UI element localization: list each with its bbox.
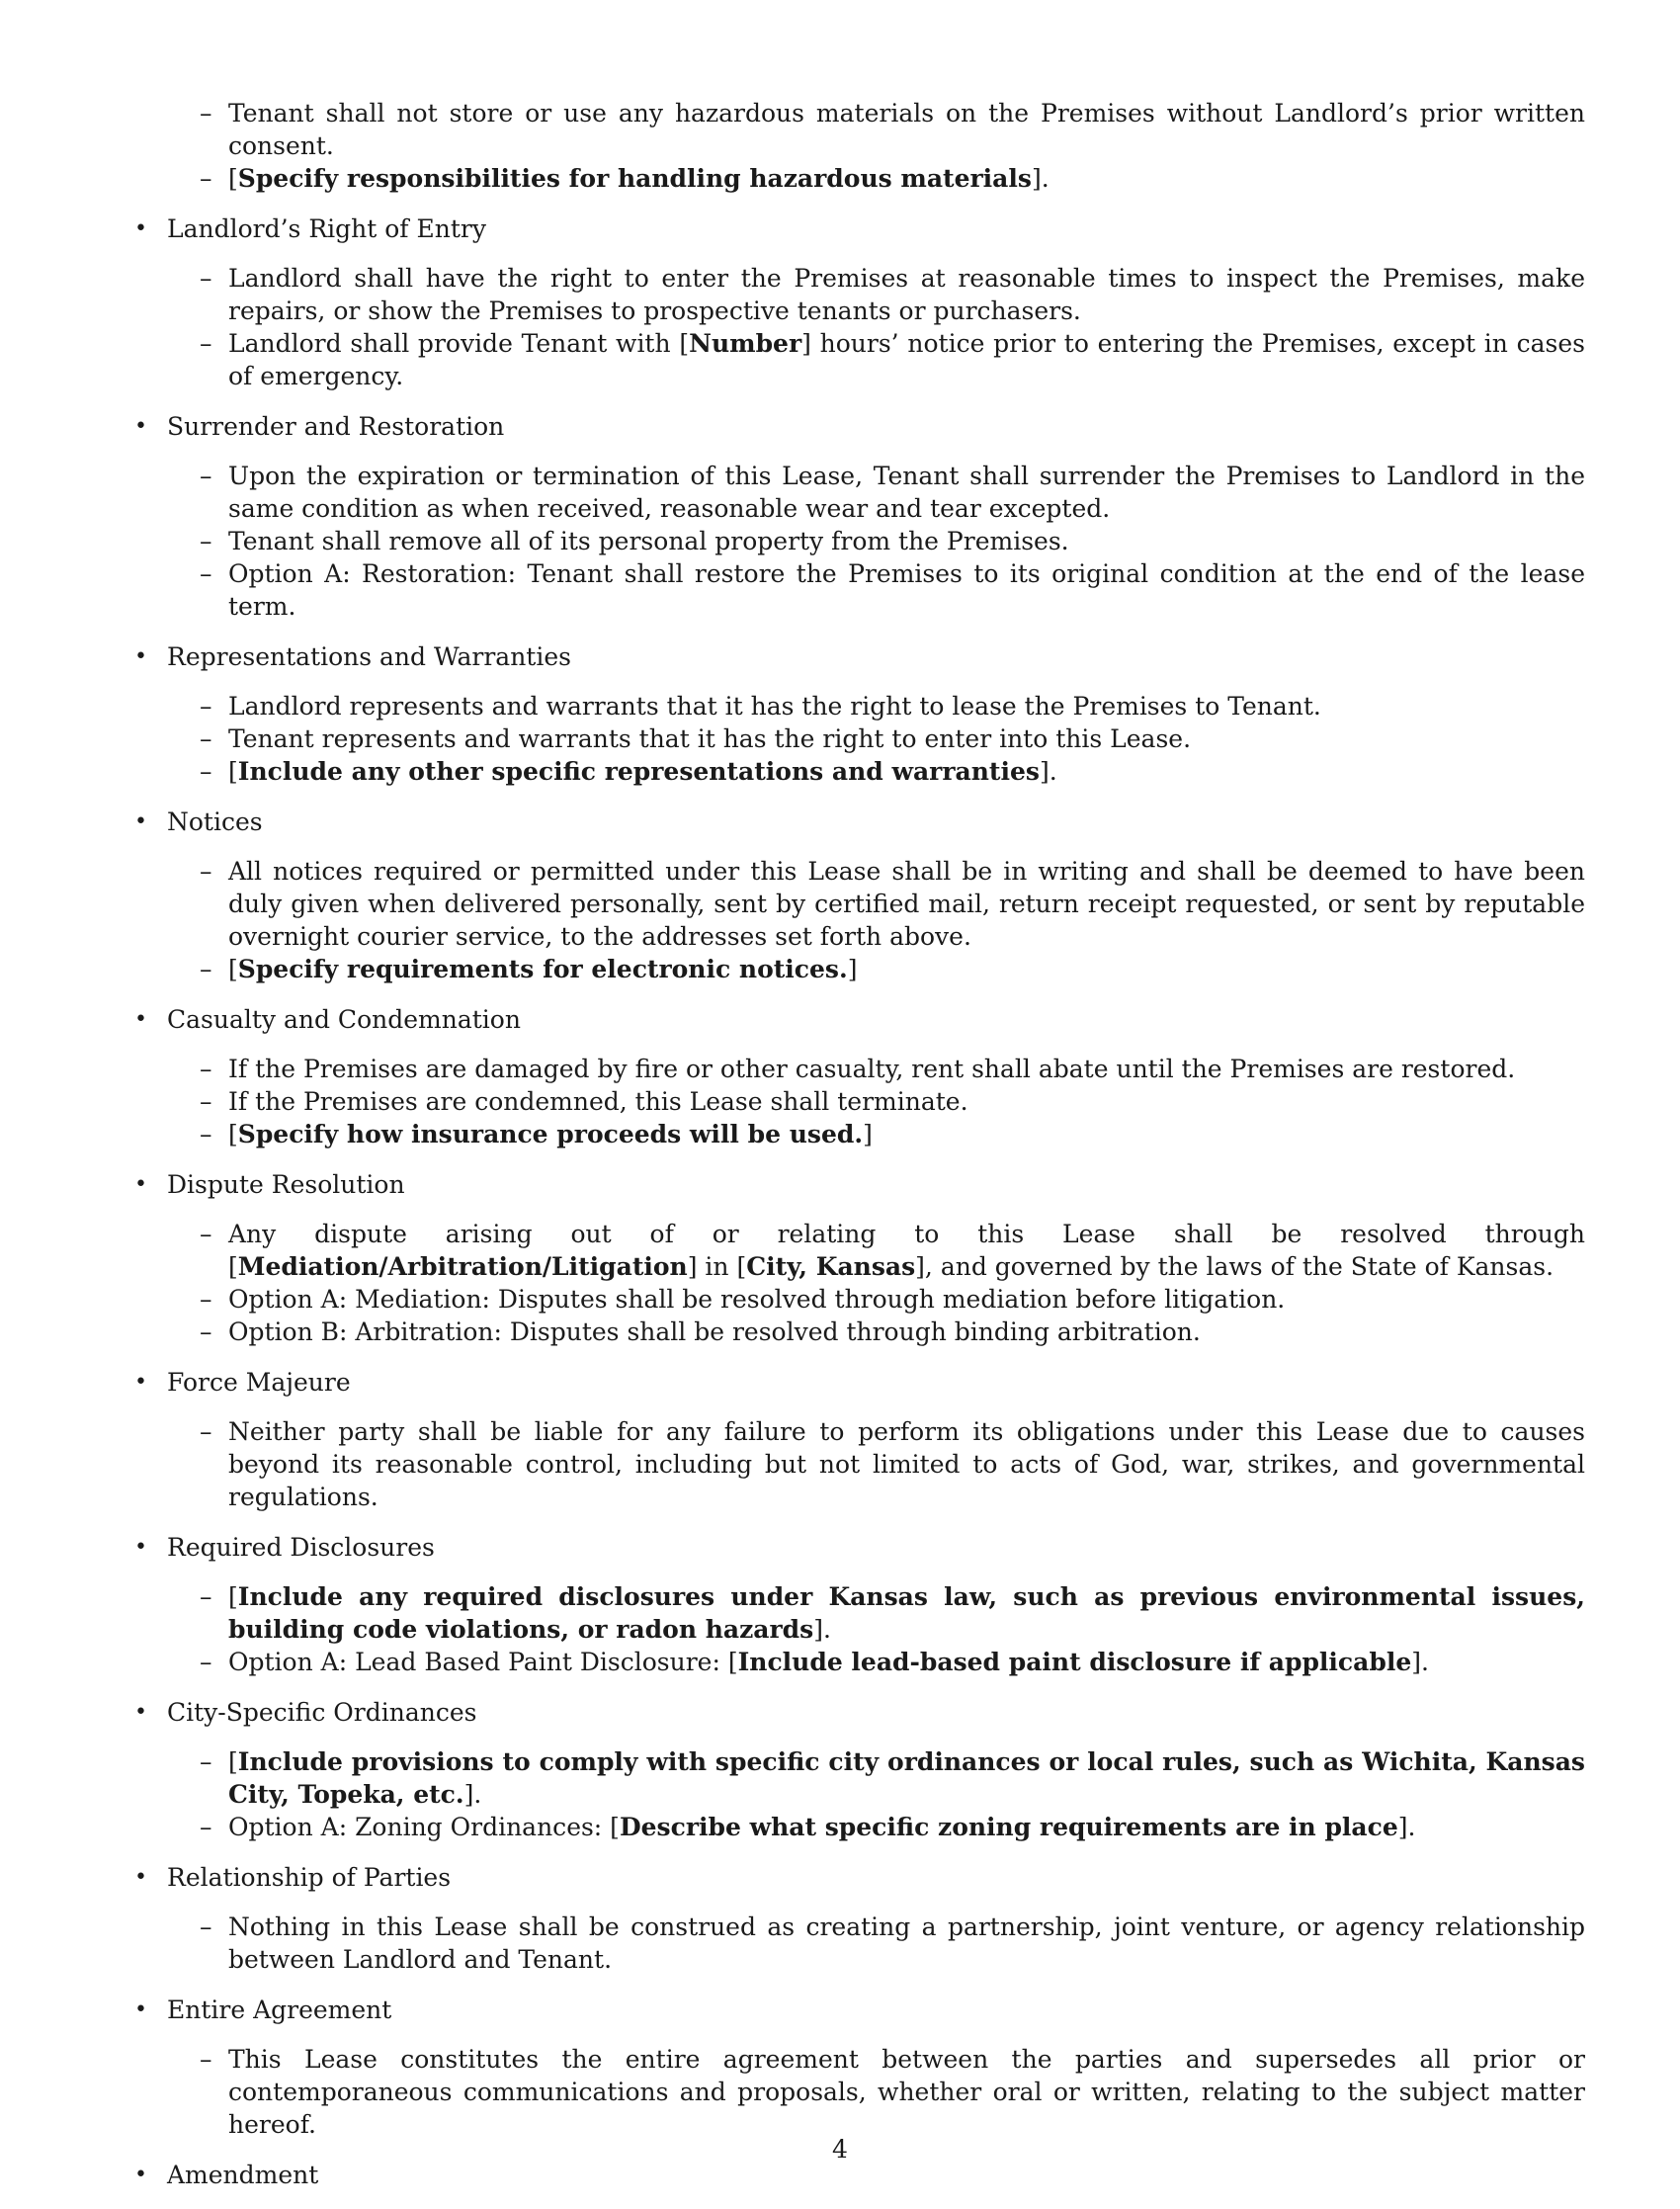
lease-section	[134, 1994, 1585, 2141]
placeholder-text: Specify how insurance proceeds will be used.	[237, 1120, 864, 1148]
dash-marker: –	[200, 724, 212, 753]
placeholder-text: Include any other specific representations and warranties	[237, 757, 1040, 786]
clause-item	[167, 1911, 1585, 1976]
placeholder-text: Include provisions to comply with specific city ordinances or local rules, such as Wichita, Kansas City, Topeka, etc.	[228, 1747, 1585, 1809]
clause-text: ]	[863, 1120, 873, 1148]
lease-section	[134, 410, 1585, 623]
lease-section	[134, 1861, 1585, 1976]
clause-text: ].	[1031, 164, 1050, 193]
clause-list	[167, 1911, 1585, 1976]
dash-marker: –	[200, 1220, 212, 1248]
placeholder-text: Number	[689, 329, 802, 358]
clause-list	[167, 460, 1585, 623]
clause-text: ] in [	[687, 1252, 747, 1281]
clause-text: [	[228, 1120, 238, 1148]
clause-text: ]	[847, 955, 858, 983]
clause-list	[167, 1745, 1585, 1843]
clause-text: ].	[813, 1615, 831, 1644]
clause-text: Upon the expiration or termination of this Lease, Tenant shall surrender the Premises to Landlord in the same condition as when received, reasonable wear and tear excepted.	[228, 462, 1585, 523]
bullet-marker: •	[134, 1865, 147, 1890]
clause-item	[167, 1118, 1585, 1150]
placeholder-text: Include any required disclosures under Kansas law, such as previous environmental issues, building code violations, or radon hazards	[228, 1582, 1585, 1644]
clause-item	[167, 2043, 1585, 2141]
lease-section	[134, 1531, 1585, 1678]
clause-text: Option A: Zoning Ordinances: [	[228, 1813, 620, 1841]
clause-text: If the Premises are condemned, this Lease shall terminate.	[228, 1087, 968, 1116]
clause-item	[167, 1580, 1585, 1646]
clause-text: ].	[1039, 757, 1057, 786]
clause-text: Tenant represents and warrants that it has the right to enter into this Lease.	[228, 724, 1192, 753]
clause-list	[167, 2043, 1585, 2141]
bullet-marker: •	[134, 216, 147, 241]
clause-text: [	[228, 955, 238, 983]
clause-list	[167, 1415, 1585, 1513]
clause-text: ], and governed by the laws of the State of Kansas.	[915, 1252, 1554, 1281]
bullet-marker: •	[134, 644, 147, 669]
clause-item	[167, 1283, 1585, 1316]
lease-section	[134, 1366, 1585, 1513]
clause-text: Nothing in this Lease shall be construed as creating a partnership, joint venture, or agency relationship between Landlord and Tenant.	[228, 1912, 1585, 1974]
continued-hazardous-materials-items	[134, 97, 1585, 195]
bullet-marker: •	[134, 1997, 147, 2022]
dash-marker: –	[200, 1912, 212, 1941]
dash-marker: –	[200, 1582, 212, 1611]
clause-item	[167, 460, 1585, 525]
clause-list	[167, 262, 1585, 392]
clause-item	[167, 1316, 1585, 1348]
section-heading: Dispute Resolution	[167, 1170, 405, 1199]
clause-text: [	[228, 164, 238, 193]
dash-marker: –	[200, 955, 212, 983]
lease-section	[134, 1168, 1585, 1348]
lease-section	[134, 640, 1585, 788]
dash-marker: –	[200, 857, 212, 886]
clause-item	[167, 755, 1585, 788]
placeholder-text: Include lead-based paint disclosure if applicable	[737, 1648, 1412, 1676]
clause-item	[134, 97, 1585, 162]
clause-item	[167, 855, 1585, 953]
clause-text: [	[228, 757, 238, 786]
bullet-marker: •	[134, 1172, 147, 1197]
clause-text: Any dispute arising out of or relating to this Lease shall be resolved through [	[228, 1220, 1585, 1281]
clause-list	[167, 855, 1585, 985]
section-heading: Required Disclosures	[167, 1533, 435, 1562]
dash-marker: –	[200, 1285, 212, 1314]
clause-item	[134, 162, 1585, 195]
placeholder-text: City, Kansas	[746, 1252, 916, 1281]
dash-marker: –	[200, 329, 212, 358]
section-heading: Notices	[167, 807, 263, 836]
clause-list	[167, 1053, 1585, 1150]
clause-text: Landlord shall have the right to enter the Premises at reasonable times to inspect the Premises, make repairs, or show the Premises to prospective tenants or purchasers.	[228, 264, 1585, 325]
clause-item	[167, 1085, 1585, 1118]
clause-text: If the Premises are damaged by fire or other casualty, rent shall abate until the Premises are restored.	[228, 1055, 1516, 1083]
clause-text: Option A: Mediation: Disputes shall be resolved through mediation before litigation.	[228, 1285, 1286, 1314]
clause-text: Landlord represents and warrants that it has the right to lease the Premises to Tenant.	[228, 692, 1321, 721]
bullet-marker: •	[134, 1535, 147, 1560]
placeholder-text: Mediation/Arbitration/Litigation	[237, 1252, 688, 1281]
section-heading: City-Specific Ordinances	[167, 1698, 477, 1727]
clause-text: Landlord shall provide Tenant with [	[228, 329, 690, 358]
dash-marker: –	[200, 1317, 212, 1346]
clause-item	[167, 722, 1585, 755]
dash-marker: –	[200, 1813, 212, 1841]
clause-text: Option A: Lead Based Paint Disclosure: [	[228, 1648, 738, 1676]
dash-marker: –	[200, 1055, 212, 1083]
lease-section	[134, 806, 1585, 985]
dash-marker: –	[200, 164, 212, 193]
clause-item	[167, 262, 1585, 327]
section-heading: Surrender and Restoration	[167, 412, 505, 441]
placeholder-text: Specify responsibilities for handling hazardous materials	[237, 164, 1032, 193]
clause-list	[167, 1580, 1585, 1678]
clause-text: ].	[463, 1780, 482, 1809]
clause-text: Option B: Arbitration: Disputes shall be resolved through binding arbitration.	[228, 1317, 1201, 1346]
dash-marker: –	[200, 1417, 212, 1446]
clause-text: Neither party shall be liable for any failure to perform its obligations under this Lease due to causes beyond its reasonable control, including but not limited to acts of God, war, strikes, and governmental regulations.	[228, 1417, 1585, 1511]
section-heading: Landlord’s Right of Entry	[167, 214, 486, 243]
clause-item	[167, 1415, 1585, 1513]
dash-marker: –	[200, 462, 212, 490]
dash-marker: –	[200, 1120, 212, 1148]
bullet-marker: •	[134, 1007, 147, 1032]
dash-marker: –	[200, 264, 212, 293]
clause-text: This Lease constitutes the entire agreement between the parties and supersedes all prior or contemporaneous communications and proposals, whether oral or written, relating to the subject matter hereof.	[228, 2045, 1585, 2139]
clause-item	[167, 1646, 1585, 1678]
page-number: 4	[832, 2135, 848, 2164]
section-heading: Representations and Warranties	[167, 642, 571, 671]
placeholder-text: Describe what specific zoning requirements are in place	[619, 1813, 1398, 1841]
section-heading: Entire Agreement	[167, 1996, 392, 2024]
section-heading: Casualty and Condemnation	[167, 1005, 521, 1034]
clause-text: [	[228, 1582, 238, 1611]
clause-list	[167, 690, 1585, 788]
section-heading: Force Majeure	[167, 1368, 351, 1397]
clause-text: Tenant shall not store or use any hazardous materials on the Premises without Landlord’s prior written consent.	[228, 99, 1585, 160]
clause-item	[167, 525, 1585, 557]
lease-section	[134, 212, 1585, 392]
clause-item	[167, 1218, 1585, 1283]
bullet-marker: •	[134, 2163, 147, 2187]
bullet-marker: •	[134, 414, 147, 439]
lease-section	[134, 1003, 1585, 1150]
clause-item	[167, 1745, 1585, 1811]
dash-marker: –	[200, 99, 212, 127]
clause-item	[167, 953, 1585, 985]
clause-text: All notices required or permitted under this Lease shall be in writing and shall be deemed to have been duly given when delivered personally, sent by certified mail, return receipt requested, or sent by reputable overnight courier service, to the addresses set forth above.	[228, 857, 1585, 951]
placeholder-text: Specify requirements for electronic notices.	[237, 955, 848, 983]
clause-text: ] hours’ notice prior to entering the Premises, except in cases of emergency.	[228, 329, 1586, 390]
bullet-marker: •	[134, 1370, 147, 1395]
clause-text: ].	[1411, 1648, 1429, 1676]
clause-item	[167, 327, 1585, 392]
lease-section	[134, 1696, 1585, 1843]
bullet-marker: •	[134, 809, 147, 834]
clause-text: Option A: Restoration: Tenant shall restore the Premises to its original condition at the end of the lease term.	[228, 559, 1585, 621]
bullet-marker: •	[134, 1700, 147, 1725]
section-heading: Amendment	[167, 2161, 319, 2189]
dash-marker: –	[200, 1648, 212, 1676]
dash-marker: –	[200, 757, 212, 786]
clause-list	[167, 1218, 1585, 1348]
dash-marker: –	[200, 1087, 212, 1116]
dash-marker: –	[200, 692, 212, 721]
clause-text: Tenant shall remove all of its personal property from the Premises.	[228, 527, 1069, 555]
clause-item	[167, 557, 1585, 623]
clause-text: ].	[1397, 1813, 1416, 1841]
clause-item	[167, 1053, 1585, 1085]
clause-item	[167, 690, 1585, 722]
clause-text: [	[228, 1747, 238, 1776]
dash-marker: –	[200, 527, 212, 555]
lease-body	[134, 97, 1585, 2209]
clause-item	[167, 1811, 1585, 1843]
dash-marker: –	[200, 2045, 212, 2074]
section-heading: Relationship of Parties	[167, 1863, 452, 1892]
dash-marker: –	[200, 559, 212, 588]
dash-marker: –	[200, 1747, 212, 1776]
lease-sections-list	[134, 212, 1585, 2191]
